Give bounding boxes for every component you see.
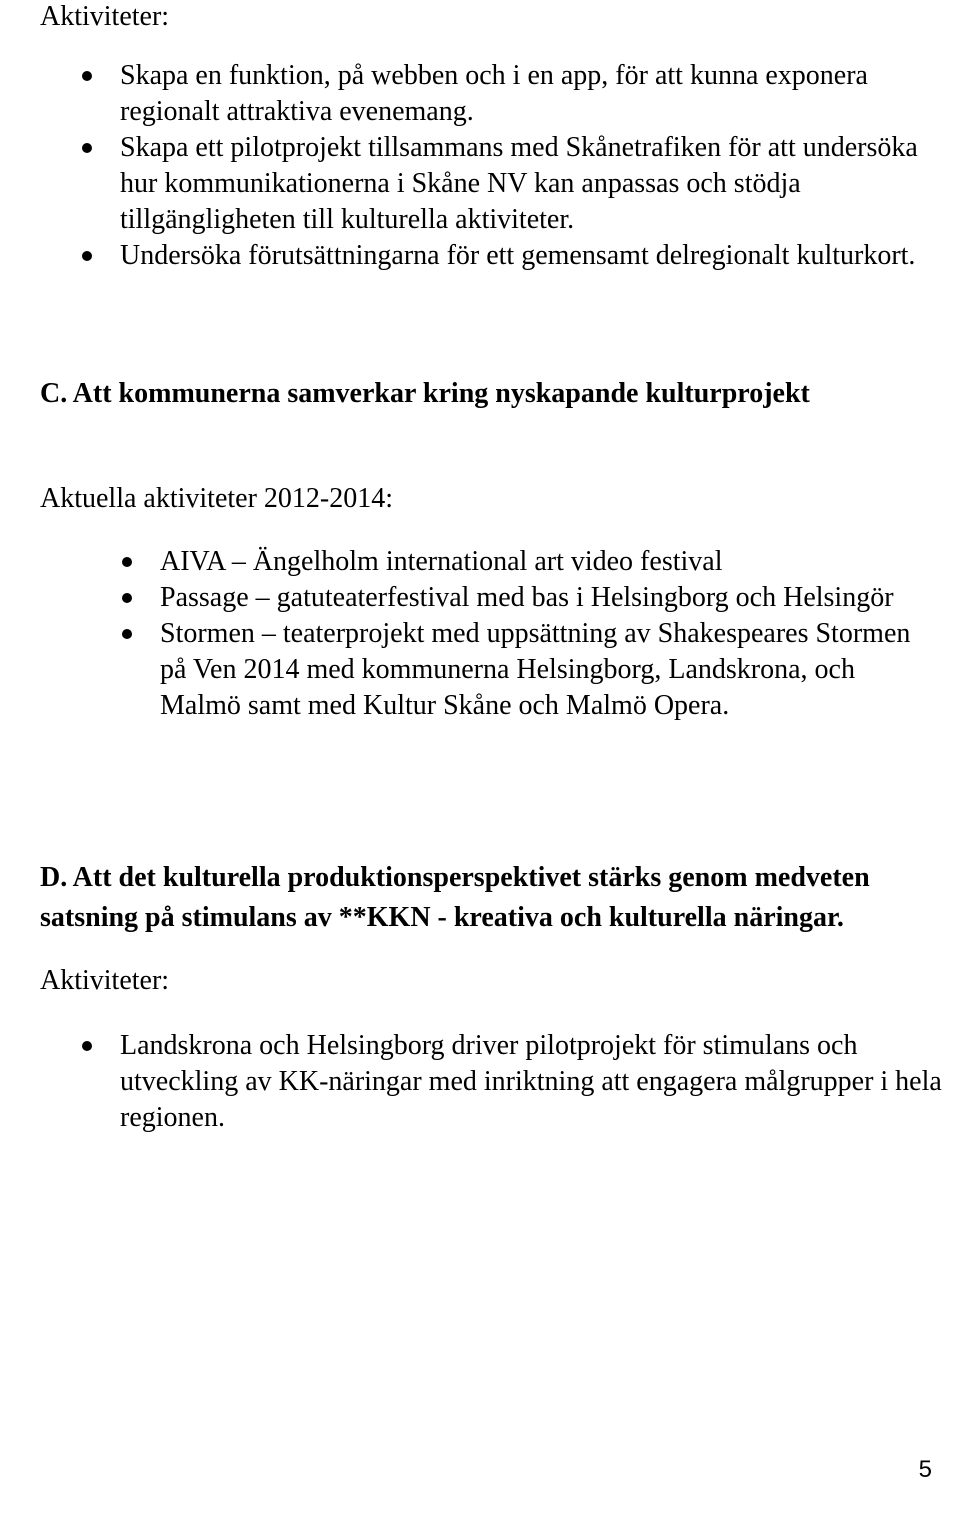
list-item xyxy=(160,580,930,616)
list-item-text: AIVA – Ängelholm international art video festival xyxy=(160,546,723,577)
bullet-icon xyxy=(82,251,92,261)
section-c-subheading: Aktuella aktiviteter 2012-2014: xyxy=(40,483,394,514)
section-heading-aktiviteter: Aktiviteter: xyxy=(40,1,170,32)
list-item xyxy=(120,1028,960,1136)
activities-list xyxy=(120,58,950,310)
list-item xyxy=(120,130,950,238)
list-item xyxy=(160,544,930,580)
bullet-icon xyxy=(82,71,92,81)
list-item-text: Landskrona och Helsingborg driver pilotprojekt för stimulans och utveckling av KK-näringar med inriktning att engagera målgrupper i hela regionen. xyxy=(120,1030,942,1133)
section-d-subheading: Aktiviteter: xyxy=(40,965,170,996)
kkn-activities-list xyxy=(120,1028,960,1136)
list-item xyxy=(120,58,950,130)
list-item-text: Undersöka förutsättningarna för ett gemensamt delregionalt kulturkort. xyxy=(120,240,916,271)
list-item-text: Skapa en funktion, på webben och i en app, för att kunna exponera regionalt attraktiva evenemang. xyxy=(120,60,868,127)
current-activities-list xyxy=(160,544,930,724)
list-item-text: Stormen – teaterprojekt med uppsättning av Shakespeares Stormen på Ven 2014 med kommunerna Helsingborg, Landskrona, och Malmö samt med Kultur Skåne och Malmö Opera. xyxy=(160,618,911,721)
list-item xyxy=(160,616,930,724)
bullet-icon xyxy=(122,629,132,639)
list-item-text: Passage – gatuteaterfestival med bas i Helsingborg och Helsingör xyxy=(160,582,894,613)
bullet-icon xyxy=(82,143,92,153)
section-d-heading: D. Att det kulturella produktionsperspektivet stärks genom medveten satsning på stimulans av **KKN - kreativa och kulturella näringar. xyxy=(40,862,870,933)
section-c-heading: C. Att kommunerna samverkar kring nyskapande kulturprojekt xyxy=(40,378,810,409)
list-item-text: Skapa ett pilotprojekt tillsammans med Skånetrafiken för att undersöka hur kommunikationerna i Skåne NV kan anpassas och stödja tillgängligheten till kulturella aktiviteter. xyxy=(120,132,918,235)
page-number: 5 xyxy=(918,1456,932,1483)
bullet-icon xyxy=(82,1041,92,1051)
bullet-icon xyxy=(122,557,132,567)
list-item xyxy=(120,238,950,310)
bullet-icon xyxy=(122,593,132,603)
